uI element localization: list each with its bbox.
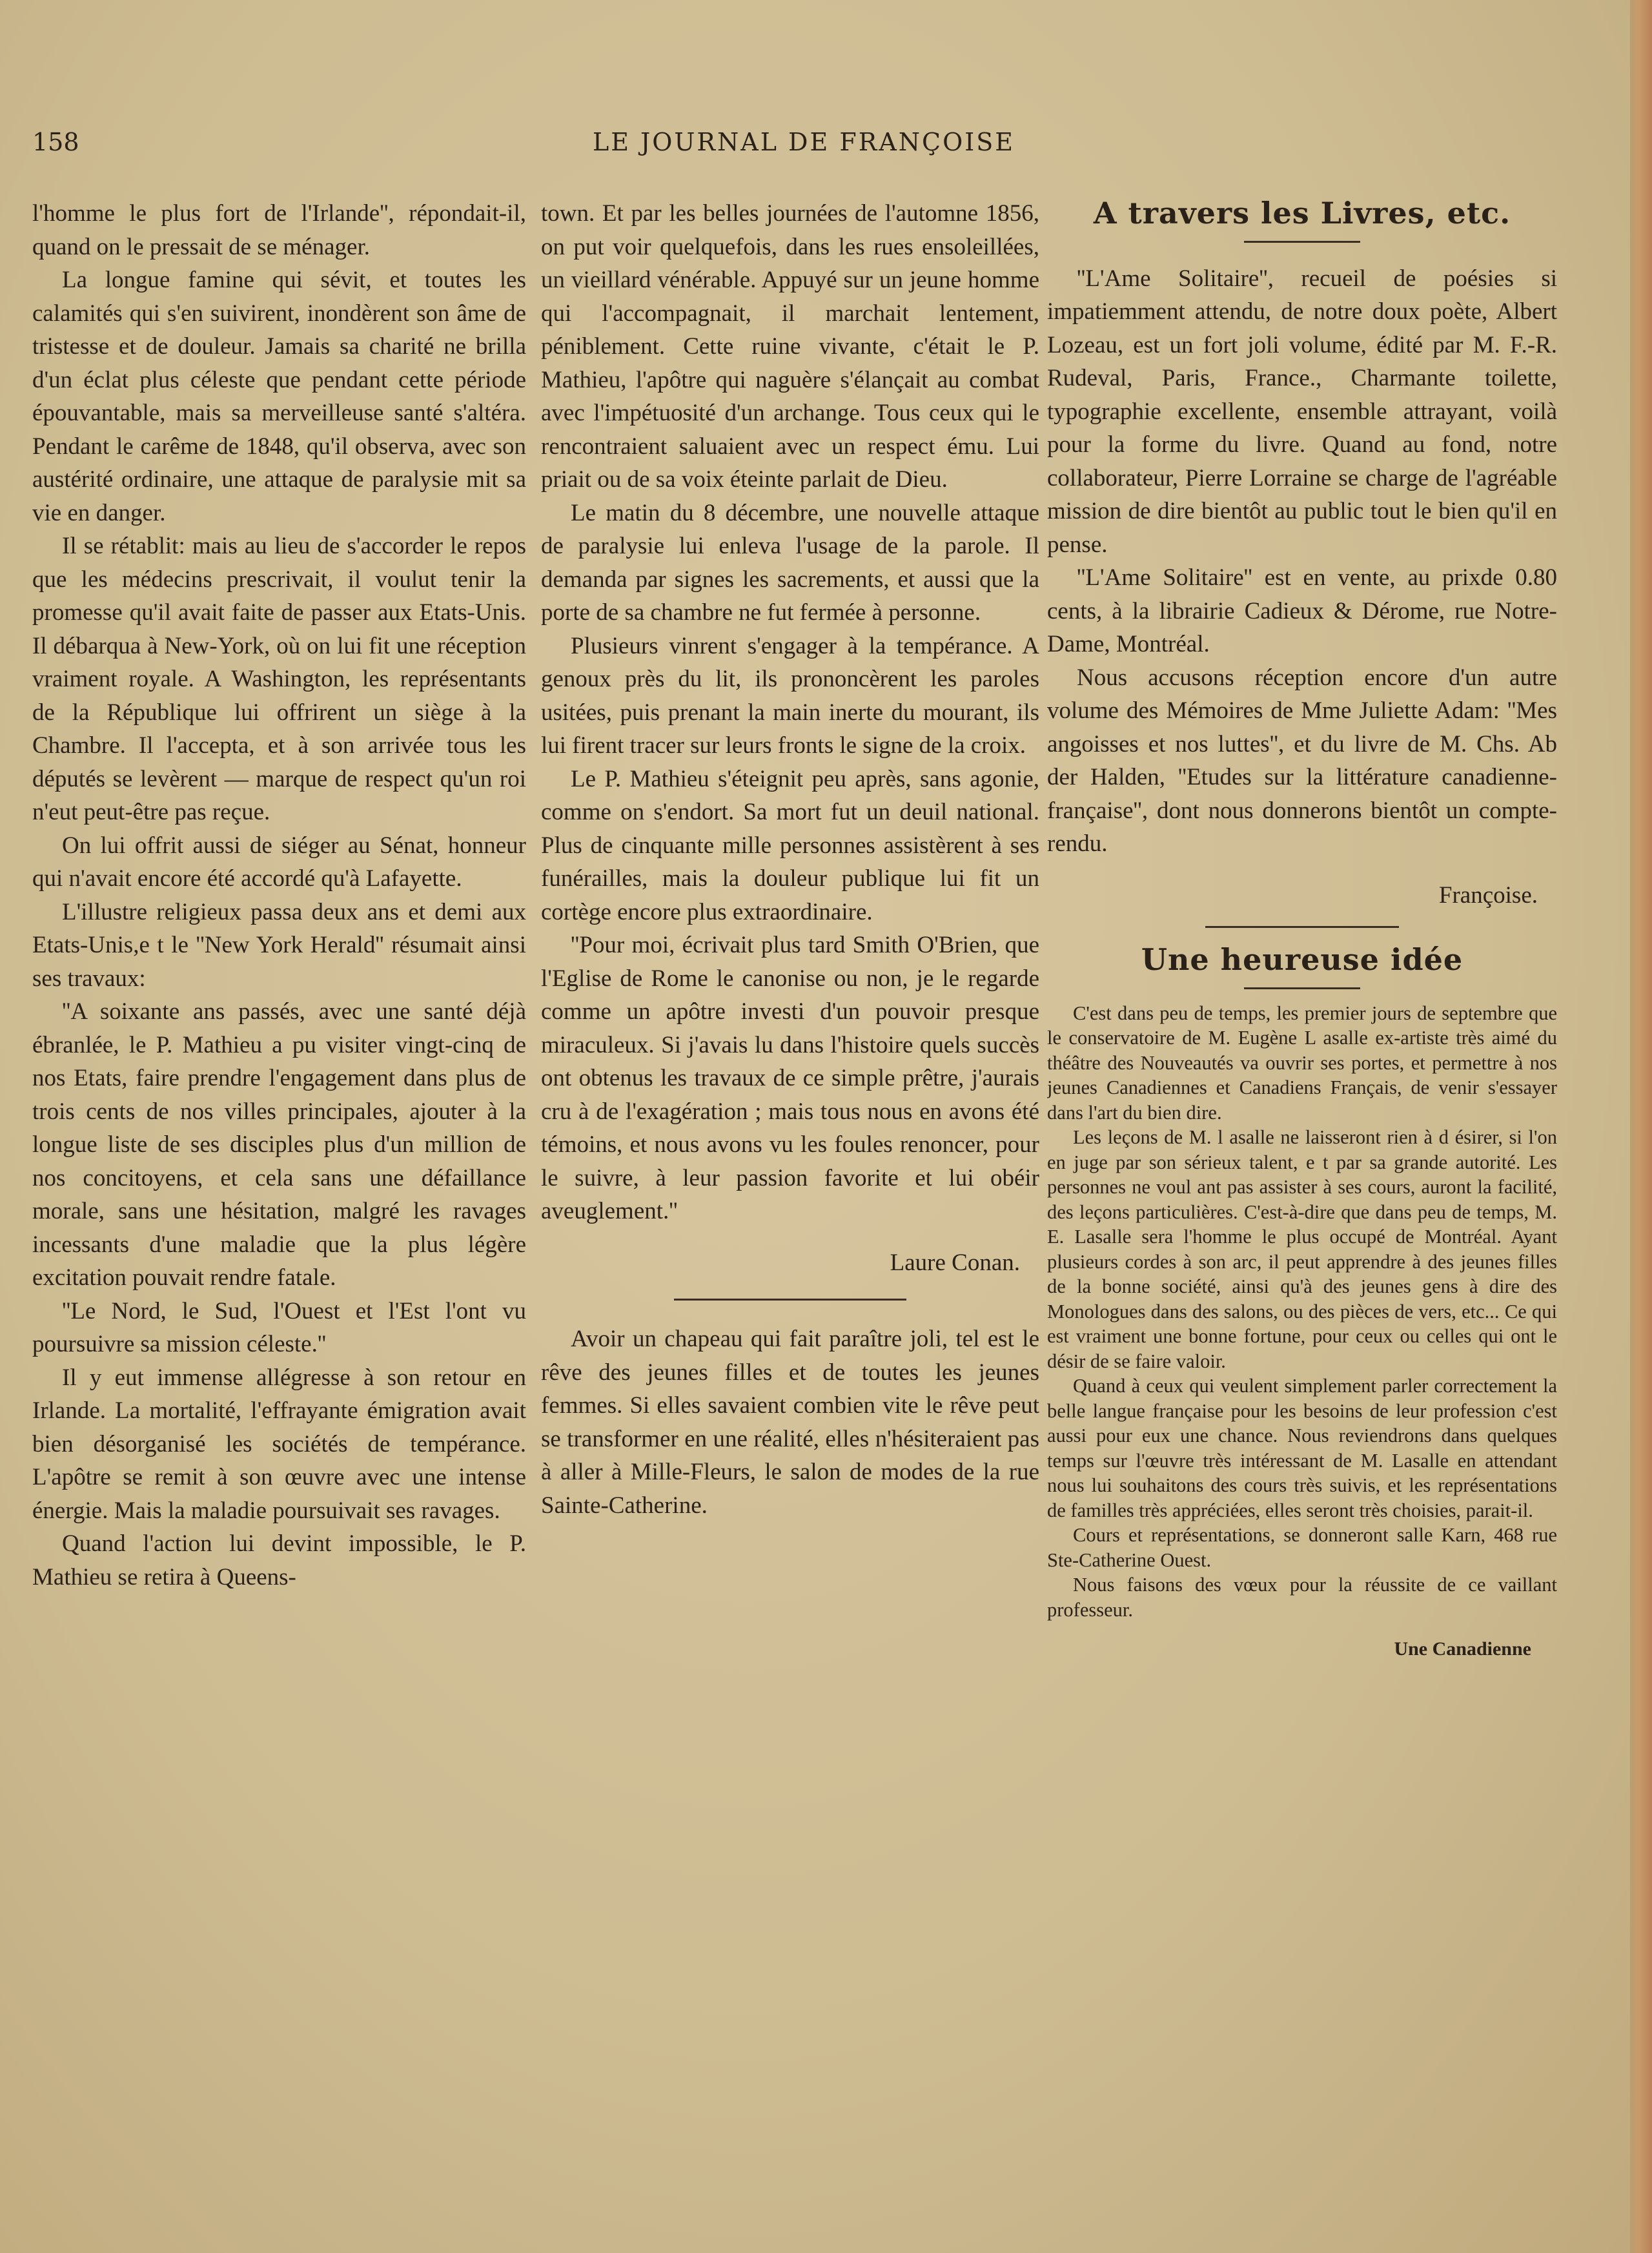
paragraph: On lui offrit aussi de siéger au Sénat, honneur qui n'avait encore été accordé qu'à Lafayette. <box>32 832 526 892</box>
paragraph: ''Le Nord, le Sud, l'Ouest et l'Est l'ont vu poursuivre sa mission céleste.'' <box>32 1297 526 1357</box>
paragraph: ''A soixante ans passés, avec une santé déjà ébranlée, le P. Mathieu a pu visiter vingt-cinq de nos Etats, faire prendre l'engagement dans plus de trois cents de nos villes principales, ajouter à la longue liste de ses disciples plus d'un million de nos concitoyens, et cela sans une défaillance morale, sans une hésitation, malgré les ravages incessants d'une maladie que la plus légère excitation pouvait rendre fatale. <box>32 998 526 1291</box>
page-number: 158 <box>32 128 79 156</box>
page-header <box>32 128 1575 167</box>
page-edge <box>1630 0 1652 2253</box>
paragraph: Plusieurs vinrent s'engager à la tempérance. A genoux près du lit, ils prononcèrent les paroles usitées, puis prenant la main inerte du mourant, ils lui firent tracer sur leurs fronts le signe de la croix. <box>541 632 1039 759</box>
column-1 <box>32 197 526 2218</box>
section-title-idea: Une heureuse idée <box>1141 942 1463 977</box>
author-signature: Une Canadienne <box>1394 1638 1531 1660</box>
divider <box>1244 987 1360 989</box>
advertisement-paragraph: Avoir un chapeau qui fait paraître joli, tel est le rêve des jeunes filles et de toutes les jeunes femmes. Si elles savaient combien vite le rêve peut se transformer en une réalité, elles n'hésiteraient pas à aller à Mille-Fleurs, le salon de modes de la rue Sainte-Catherine. <box>541 1326 1039 1519</box>
paragraph: town. Et par les belles journées de l'automne 1856, on put voir quelquefois, dans les rues ensoleillées, un vieillard vénérable. Appuyé sur un jeune homme qui l'accompagnait, il marchait lentement, péniblement. Cette ruine vivante, c'était le P. Mathieu, l'apôtre qui naguère s'élançait au combat avec l'impétuosité d'un archange. Tous ceux qui le rencontraient saluaient avec un respect ému. Lui priait ou de sa voix éteinte parlait de Dieu. <box>541 200 1039 493</box>
paragraph: Quand à ceux qui veulent simplement parler correctement la belle langue française pour les besoins de leur profession c'est aussi pour eux une chance. Nous reviendrons dans quelques temps sur l'œuvre très intéressant de M. Lasalle en attendant nous lui souhaitons des cours très suivis, et les représentations de familles très appréciées, elles seront très choisies, parait-il. <box>1047 1375 1557 1521</box>
author-signature: Laure Conan. <box>890 1249 1020 1276</box>
paragraph: Quand l'action lui devint impossible, le P. Mathieu se retira à Queens- <box>32 1530 526 1590</box>
paragraph: Nous accusons réception encore d'un autre volume des Mémoires de Mme Juliette Adam: ''Mes angoisses et nos luttes'', et du livre de M. Chs. Ab der Halden, ''Etudes sur la littérature canadienne-française'', dont nous donnerons bientôt un compte-rendu. <box>1047 664 1557 857</box>
paragraph: l'homme le plus fort de l'Irlande'', répondait-il, quand on le pressait de se ménager. <box>32 200 526 260</box>
column-3 <box>1047 197 1557 2218</box>
paragraph: ''Pour moi, écrivait plus tard Smith O'Brien, que l'Eglise de Rome le canonise ou non, je le regarde comme un apôtre investi d'un pouvoir presque miraculeux. Si j'avais lu dans l'histoire quels succès ont obtenus les travaux de ce simple prêtre, j'aurais cru à de l'exagération ; mais tous nous en avons été témoins, et nous avons vu les foules renoncer, pour le suivre, à leur passion favorite et lui obéir aveuglement.'' <box>541 932 1039 1224</box>
column-2 <box>541 197 1039 2218</box>
section-title-books: A travers les Livres, etc. <box>1093 197 1511 231</box>
paragraph: Cours et représentations, se donneront salle Karn, 468 rue Ste-Catherine Ouest. <box>1047 1524 1557 1571</box>
paragraph: Nous faisons des vœux pour la réussite de ce vaillant professeur. <box>1047 1574 1557 1621</box>
small-print-article <box>1047 1001 1557 1623</box>
paragraph: Les leçons de M. l asalle ne laisseront rien à d ésirer, si l'on en juge par son sérieux talent, e t par sa grande autorité. Les personnes ne voul ant pas assister à ses cours, auront la facilité, des leçons particulières. C'est-à-dire que dans peu de temps, M. E. Lasalle sera l'homme le plus occupé de Montréal. Ayant plusieurs cordes à son arc, il peut apprendre à des jeunes filles de la bonne société, ainsi qu'à des jeunes gens à dire des Monologues dans des salons, ou des pièces de vers, etc... Ce qui est vraiment une bonne fortune, pour ceux ou celles qui ont le désir de se faire valoir. <box>1047 1126 1557 1372</box>
paragraph: Il se rétablit: mais au lieu de s'accorder le repos que les médecins prescrivait, il voulut tenir la promesse qu'il avait faite de passer aux Etats-Unis. Il débarqua à New-York, où on lui fit une réception vraiment royale. A Washington, les représentants de la République lui offrirent un siège à la Chambre. Il l'accepta, et à son arrivée tous les députés se levèrent — marque de respect qu'un roi n'eut peut-être pas reçue. <box>32 533 526 825</box>
paragraph: La longue famine qui sévit, et toutes les calamités qui s'en suivirent, inondèrent son âme de tristesse et de douleur. Jamais sa charité ne brilla d'un éclat plus céleste que pendant cette période épouvantable, mais sa merveilleuse santé s'altéra. Pendant le carême de 1848, qu'il observa, avec son austérité ordinaire, une attaque de paralysie mit sa vie en danger. <box>32 267 526 526</box>
journal-title: LE JOURNAL DE FRANÇOISE <box>592 128 1015 156</box>
divider <box>674 1299 906 1301</box>
paragraph: ''L'Ame Solitaire'', recueil de poésies si impatiemment attendu, de notre doux poète, Albert Lozeau, est un fort joli volume, édité par M. F.-R. Rudeval, Paris, France., Charmante toilette, typographie excellente, ensemble attrayant, voilà pour la forme du livre. Quand au fond, notre collaborateur, Pierre Lorraine se charge de l'agréable mission de dire bientôt au public tout le bien qu'il en pense. <box>1047 265 1557 558</box>
paragraph: C'est dans peu de temps, les premier jours de septembre que le conservatoire de M. Eugène L asalle ex-artiste très aimé du théâtre des Nouveautés va ouvrir ses portes, et permettre à nos jeunes Canadiennes et Canadiens Français, de venir s'essayer dans l'art du bien dire. <box>1047 1002 1557 1124</box>
paragraph: ''L'Ame Solitaire'' est en vente, au prixde 0.80 cents, à la librairie Cadieux & Dérome, rue Notre-Dame, Montréal. <box>1047 564 1557 657</box>
paragraph: Le matin du 8 décembre, une nouvelle attaque de paralysie lui enleva l'usage de la parole. Il demanda par signes les sacrements, et aussi que la porte de sa chambre ne fut fermée à personne. <box>541 499 1039 626</box>
divider <box>1205 926 1399 928</box>
paragraph: L'illustre religieux passa deux ans et demi aux Etats-Unis,e t le ''New York Herald'' résumait ainsi ses travaux: <box>32 898 526 992</box>
divider <box>1244 241 1360 243</box>
author-signature: Françoise. <box>1438 881 1538 909</box>
paragraph: Le P. Mathieu s'éteignit peu après, sans agonie, comme on s'endort. Sa mort fut un deuil national. Plus de cinquante mille personnes assistèrent à ses funérailles, mais la douleur publique lui fit un cortège encore plus extraordinaire. <box>541 765 1039 925</box>
paragraph: Il y eut immense allégresse à son retour en Irlande. La mortalité, l'effrayante émigration avait bien désorganisé les sociétés de tempérance. L'apôtre se remit à son œuvre avec une intense énergie. Mais la maladie poursuivait ses ravages. <box>32 1364 526 1524</box>
